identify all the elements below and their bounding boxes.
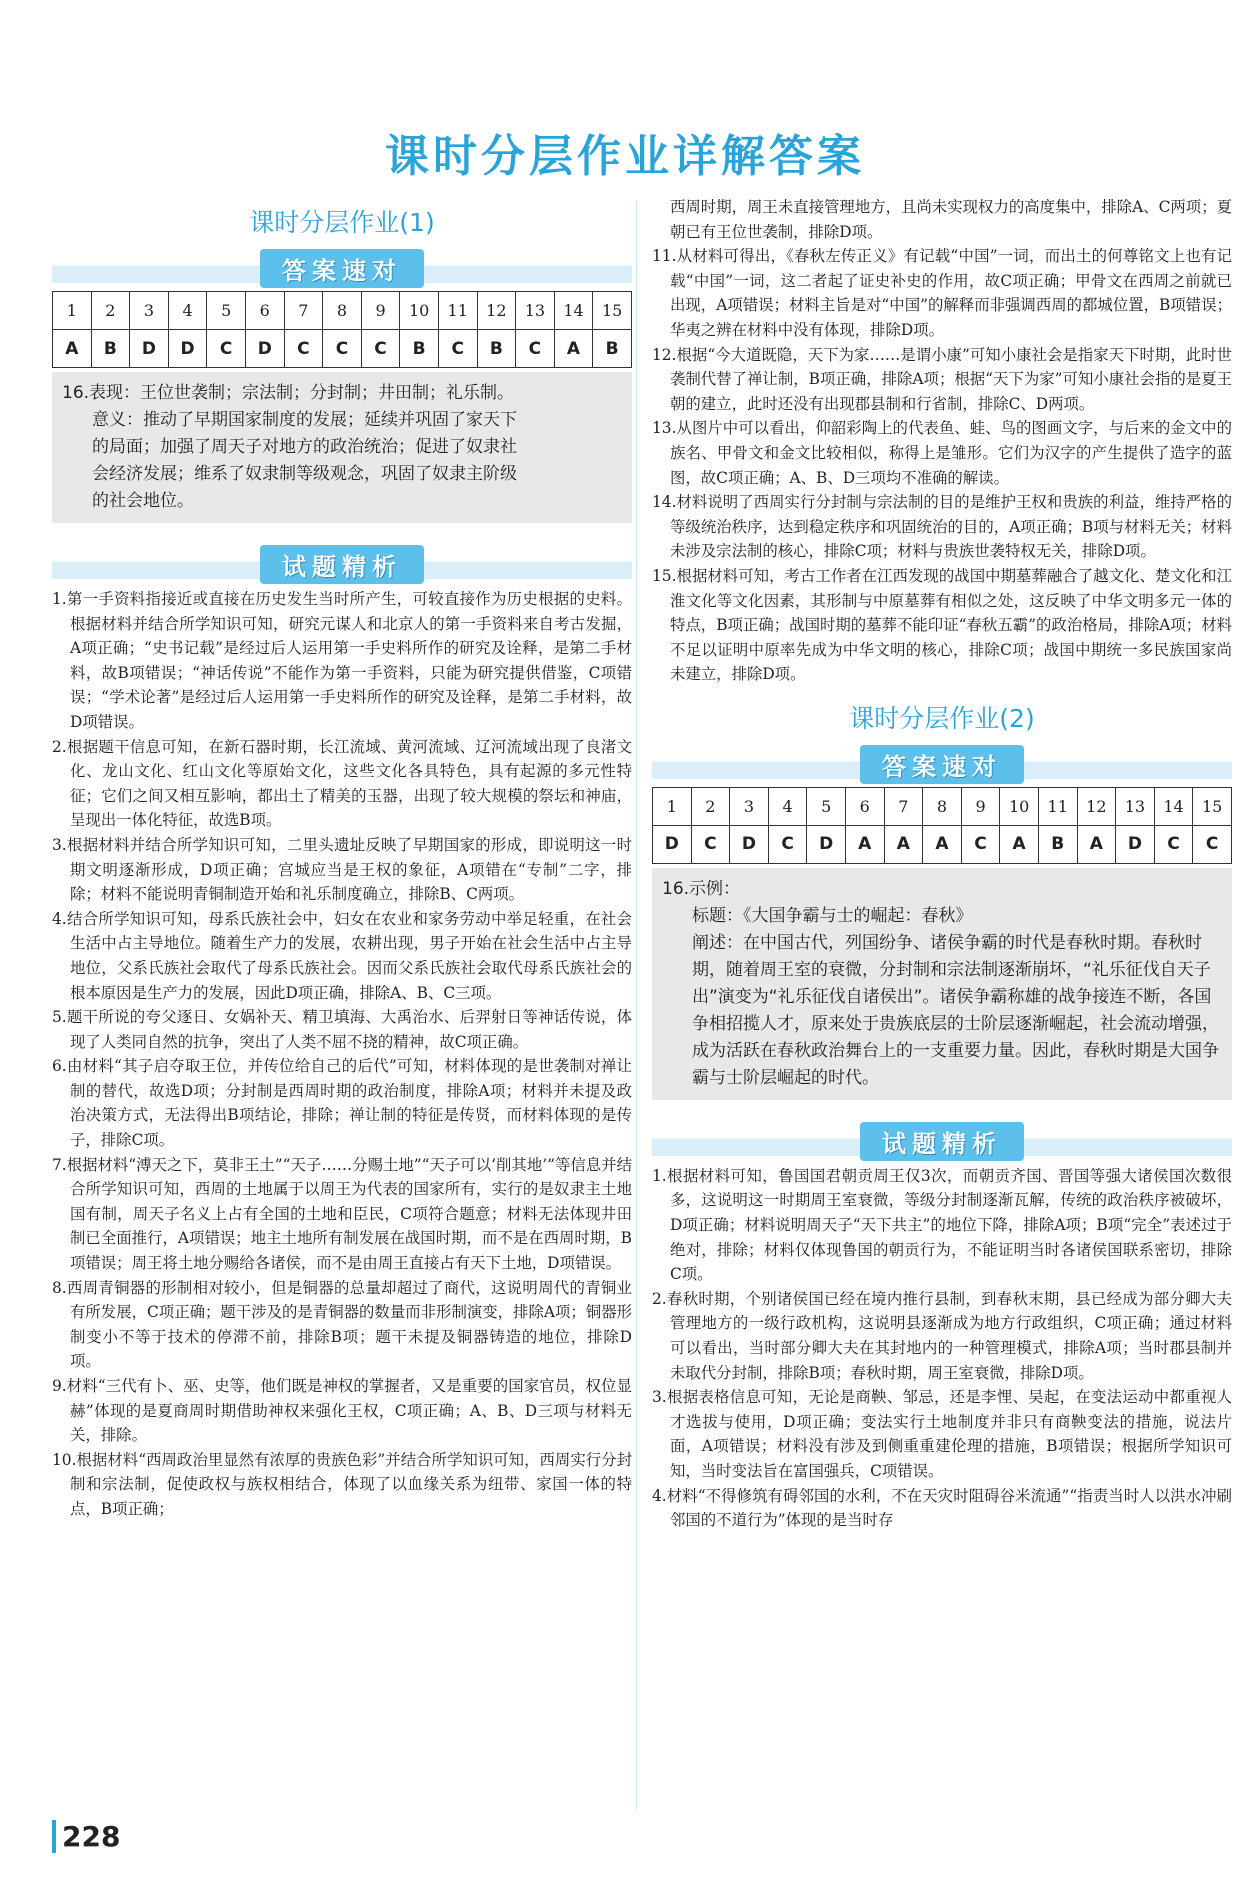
hw2-q16-answer — [652, 868, 1232, 1100]
table-cell: 6 — [245, 292, 284, 330]
table-cell: B — [477, 330, 516, 368]
hw1-number-row — [53, 292, 632, 330]
table-cell: C — [1193, 825, 1232, 863]
hw2-explanations — [652, 1164, 1232, 1533]
table-cell: A — [923, 825, 962, 863]
hw2-quick-banner-label: 答案速对 — [860, 745, 1024, 784]
table-cell: C — [323, 330, 362, 368]
explanation-item: 3.根据材料并结合所学知识可知，二里头遗址反映了早期国家的形成，即说明这一时期文明逐渐形成，D项正确；宫城应当是王权的象征，A项错在“专制”二字，排除；材料不能说明青铜制造开始和礼乐制度确立，排除B、C两项。 — [52, 835, 632, 904]
table-cell: 13 — [516, 292, 555, 330]
hw2-quick-banner — [652, 745, 1232, 779]
table-cell: 14 — [554, 292, 593, 330]
hw1-q16-line: 的局面；加强了周天子对地方的政治统治；促进了奴隶社 — [92, 437, 517, 457]
right-column — [652, 195, 1232, 1533]
table-cell: 7 — [884, 787, 923, 825]
hw2-answer-table — [652, 787, 1232, 864]
hw2-analysis-banner-label: 试题精析 — [860, 1122, 1024, 1161]
table-cell: D — [653, 825, 692, 863]
table-cell: 5 — [807, 787, 846, 825]
hw2-title: 课时分层作业(2) — [849, 703, 1035, 733]
explanation-item: 1.第一手资料指接近或直接在历史发生当时所产生，可较直接作为历史根据的史料。根据材料并结合所学知识可知，研究元谋人和北京人的第一手资料来自考古发掘，A项正确；“史书记载”是经过后人运用第一手史料所作的研究及诠释，是第二手材料，故B项错误；“神话传说”不能作为第一手资料，只能为研究提供借鉴，C项错误；“学术论著”是经过后人运用第一手史料所作的研究及诠释，是第二手材料，故D项错误。 — [52, 590, 632, 731]
table-cell: 12 — [477, 292, 516, 330]
table-cell: C — [438, 330, 477, 368]
table-cell: D — [730, 825, 769, 863]
table-cell: 13 — [1116, 787, 1155, 825]
table-cell: 5 — [207, 292, 246, 330]
hw2-q16-line: 阐述：在中国古代，列国纷争、诸侯争霸的时代是春秋时期。春秋时期，随着周王室的衰微，分封制和宗法制逐渐崩坏，“礼乐征伐自天子出”演变为“礼乐征伐自诸侯出”。诸侯争霸称雄的战争接连不断，各国争相招揽人才，原来处于贵族底层的士阶层逐渐崛起，社会流动增强，成为活跃在春秋政治舞台上的一支重要力量。因此，春秋时期是大国争霸与士阶层崛起的时代。 — [692, 932, 1219, 1088]
page-number: 228 — [52, 1820, 120, 1853]
hw1-q16-answer — [52, 372, 632, 523]
table-cell: 15 — [1193, 787, 1232, 825]
hw2-q16-line: 标题：《大国争霸与士的崛起：春秋》 — [692, 905, 973, 926]
explanation-item: 3.根据表格信息可知，无论是商鞅、邹忌，还是李悝、吴起，在变法运动中都重视人才选拔与使用，D项正确；变法实行土地制度并非只有商鞅变法的措施，说法片面，A项错误；材料没有涉及到侧重重建伦理的措施，B项错误；根据所学知识可知，当时变法旨在富国强兵，C项错误。 — [652, 1388, 1232, 1480]
table-cell: D — [807, 825, 846, 863]
table-cell: 9 — [361, 292, 400, 330]
hw1-title: 课时分层作业(1) — [249, 208, 435, 237]
table-cell: C — [361, 330, 400, 368]
table-cell: 7 — [284, 292, 323, 330]
explanation-item: 15.根据材料可知，考古工作者在江西发现的战国中期墓葬融合了越文化、楚文化和江淮文化等文化因素，其形制与中原墓葬有相似之处，这反映了中华文明多元一体的特点，B项正确；战国时期的墓葬不能印证“春秋五霸”的政治格局，排除A项；材料不足以证明中原率先成为中华文明的核心，排除C项；战国中期统一多民族国家尚未建立，排除D项。 — [652, 566, 1232, 684]
table-cell: A — [845, 825, 884, 863]
explanation-item: 5.题干所说的夸父逐日、女娲补天、精卫填海、大禹治水、后羿射日等神话传说，体现了人类同自然的抗争，突出了人类不屈不挠的精神，故C项正确。 — [52, 1008, 632, 1051]
table-cell: B — [1038, 825, 1077, 863]
hw2-answer-row — [653, 825, 1232, 863]
table-cell: 14 — [1154, 787, 1193, 825]
table-cell: A — [1000, 825, 1039, 863]
explanation-item: 西周时期，周王未直接管理地方，且尚未实现权力的高度集中，排除A、C两项；夏朝已有王位世袭制，排除D项。 — [670, 198, 1232, 241]
hw1-quick-banner-label: 答案速对 — [260, 249, 424, 288]
table-cell: 9 — [961, 787, 1000, 825]
table-cell: 3 — [130, 292, 169, 330]
table-cell: 8 — [923, 787, 962, 825]
table-cell: B — [400, 330, 439, 368]
table-cell: D — [130, 330, 169, 368]
table-cell: D — [168, 330, 207, 368]
hw1-explanations-cont — [652, 195, 1232, 687]
table-cell: B — [593, 330, 632, 368]
hw1-q16-line: 的社会地位。 — [92, 491, 194, 511]
table-cell: A — [884, 825, 923, 863]
hw1-quick-banner — [52, 249, 632, 283]
explanation-item: 12.根据“今大道既隐，天下为家……是谓小康”可知小康社会是指家天下时期，此时世袭制代替了禅让制，B项正确，排除A项；根据“天下为家”可知小康社会指的是夏王朝的建立，此时还没有出现郡县制和行省制，排除C、D两项。 — [652, 345, 1232, 413]
explanation-item: 4.结合所学知识可知，母系氏族社会中，妇女在农业和家务劳动中举足轻重，在社会生活中占主导地位。随着生产力的发展，农耕出现，男子开始在社会生活中占主导地位，父系氏族社会取代了母系氏族社会。因而父系氏族社会取代母系氏族社会的根本原因是生产力的发展，因此D项正确，排除A、B、C三项。 — [52, 909, 632, 1002]
explanation-item: 2.根据题干信息可知，在新石器时期，长江流域、黄河流域、辽河流域出现了良渚文化、龙山文化、红山文化等原始文化，这些文化各具特色，具有起源的多元性特征；它们之间又相互影响，都出土了精美的玉器，出现了较大规模的祭坛和神庙，呈现出一体化特征，故选B项。 — [52, 737, 632, 830]
hw2-number-row — [653, 787, 1232, 825]
table-cell: 4 — [168, 292, 207, 330]
table-cell: 3 — [730, 787, 769, 825]
explanation-item: 10.根据材料“西周政治里显然有浓厚的贵族色彩”并结合所学知识可知，西周实行分封制和宗法制，促使政权与族权相结合，体现了以血缘关系为纽带、家国一体的特点，B项正确； — [52, 1450, 632, 1518]
table-cell: A — [554, 330, 593, 368]
table-cell: D — [245, 330, 284, 368]
table-cell: C — [691, 825, 730, 863]
explanation-item: 14.材料说明了西周实行分封制与宗法制的目的是维护王权和贵族的利益，维持严格的等级统治秩序，达到稳定秩序和巩固统治的目的，A项正确；B项与材料无关；材料未涉及宗法制的核心，排除C项；材料与贵族世袭特权无关，排除D项。 — [652, 493, 1232, 561]
table-cell: 10 — [1000, 787, 1039, 825]
hw2-analysis-banner — [652, 1122, 1232, 1156]
table-cell: D — [1116, 825, 1155, 863]
table-cell: 12 — [1077, 787, 1116, 825]
table-cell: C — [516, 330, 555, 368]
hw1-answer-row — [53, 330, 632, 368]
table-cell: C — [961, 825, 1000, 863]
page-title: 课时分层作业详解答案 — [385, 131, 865, 182]
table-cell: 8 — [323, 292, 362, 330]
table-cell: 1 — [653, 787, 692, 825]
hw1-q16-line: 意义：推动了早期国家制度的发展；延续并巩固了家天下 — [92, 410, 517, 430]
explanation-item: 4.材料“不得修筑有碍邻国的水利，不在天灾时阻碍谷米流通”“指责当时人以洪水冲刷邻国的不道行为”体现的是当时存 — [652, 1486, 1232, 1530]
table-cell: 2 — [691, 787, 730, 825]
explanation-item: 13.从图片中可以看出，仰韶彩陶上的代表鱼、蛙、鸟的图画文字，与后来的金文中的族名、甲骨文和金文比较相似，称得上是雏形。它们为汉字的产生提供了造字的蓝图，故C项正确；A、B、D三项均不准确的解读。 — [652, 419, 1232, 487]
table-cell: C — [1154, 825, 1193, 863]
table-cell: 2 — [91, 292, 130, 330]
explanation-item: 6.由材料“其子启夺取王位，并传位给自己的后代”可知，材料体现的是世袭制对禅让制的替代，故选D项；分封制是西周时期的政治制度，排除A项；材料并未提及政治决策方式，无法得出B项结论，排除；禅让制的特征是传贤，而材料体现的是传子，排除C项。 — [52, 1057, 632, 1150]
explanation-item: 8.西周青铜器的形制相对较小，但是铜器的总量却超过了商代，这说明周代的青铜业有所发展，C项正确；题干涉及的是青铜器的数量而非形制演变，排除A项；铜器形制变小不等于技术的停滞不前，排除B项；题干未提及铜器铸造的地位，排除D项。 — [52, 1278, 632, 1371]
left-column — [52, 195, 632, 1522]
table-cell: 6 — [845, 787, 884, 825]
explanation-item: 1.根据材料可知，鲁国国君朝贡周王仅3次，而朝贡齐国、晋国等强大诸侯国次数很多，这说明这一时期周王室衰微，等级分封制逐渐瓦解，传统的政治秩序被破坏，D项正确；材料说明周天子“天下共主”的地位下降，排除A项；B项“完全”表述过于绝对，排除；材料仅体现鲁国的朝贡行为，不能证明当时各诸侯国联系密切，排除C项。 — [652, 1166, 1232, 1284]
hw1-q16-line: 会经济发展；维系了奴隶制等级观念，巩固了奴隶主阶级 — [92, 464, 517, 484]
table-cell: A — [53, 330, 92, 368]
table-cell: C — [768, 825, 807, 863]
table-cell: 15 — [593, 292, 632, 330]
table-cell: 4 — [768, 787, 807, 825]
table-cell: 11 — [1038, 787, 1077, 825]
hw2-q16-line: 16.示例： — [662, 878, 741, 899]
table-cell: A — [1077, 825, 1116, 863]
table-cell: B — [91, 330, 130, 368]
explanation-item: 11.从材料可得出，《春秋左传正义》有记载“中国”一词，而出土的何尊铭文上也有记载“中国”一词，这二者起了证史补史的作用，故C项正确；甲骨文在西周之前就已出现，A项错误；材料主旨是对“中国”的解释而非强调西周的都城位置，B项错误；华夷之辨在材料中没有体现，排除D项。 — [652, 247, 1232, 339]
column-divider — [636, 200, 637, 1810]
hw1-analysis-banner-label: 试题精析 — [260, 545, 424, 584]
table-cell: C — [284, 330, 323, 368]
table-cell: 11 — [438, 292, 477, 330]
explanation-item: 9.材料“三代有卜、巫、史等，他们既是神权的掌握者，又是重要的国家官员，权位显赫”体现的是夏商周时期借助神权来强化王权，C项正确；A、B、D三项与材料无关，排除。 — [52, 1377, 632, 1445]
table-cell: 10 — [400, 292, 439, 330]
explanation-item: 2.春秋时期，个别诸侯国已经在境内推行县制，到春秋末期，县已经成为部分卿大夫管理地方的一级行政机构，这说明县逐渐成为地方行政组织，C项正确；通过材料可以看出，当时部分卿大夫在其封地内的一种管理模式，排除A项；当时郡县制并未取代分封制，排除B项；春秋时期，周王室衰微，排除D项。 — [652, 1289, 1232, 1382]
table-cell: C — [207, 330, 246, 368]
hw1-analysis-banner — [52, 545, 632, 579]
hw1-explanations — [52, 587, 632, 1522]
explanation-item: 7.根据材料“溥天之下，莫非王土”“天子……分赐土地”“天子可以‘削其地’”等信息并结合所学知识可知，西周的土地属于以周王为代表的国家所有，实行的是奴隶主土地国有制，周天子名义上占有全国的土地和臣民，C项符合题意；材料无法体现井田制已全面推行，A项错误；地主土地所有制发展在战国时期，而不是在西周时期，B项错误；周王将土地分赐给各诸侯，而不是由周王直接占有天下土地，D项错误。 — [52, 1155, 632, 1273]
hw1-q16-line: 16.表现：王位世袭制；宗法制；分封制；井田制；礼乐制。 — [62, 383, 515, 403]
hw1-answer-table — [52, 291, 632, 368]
table-cell: 1 — [53, 292, 92, 330]
